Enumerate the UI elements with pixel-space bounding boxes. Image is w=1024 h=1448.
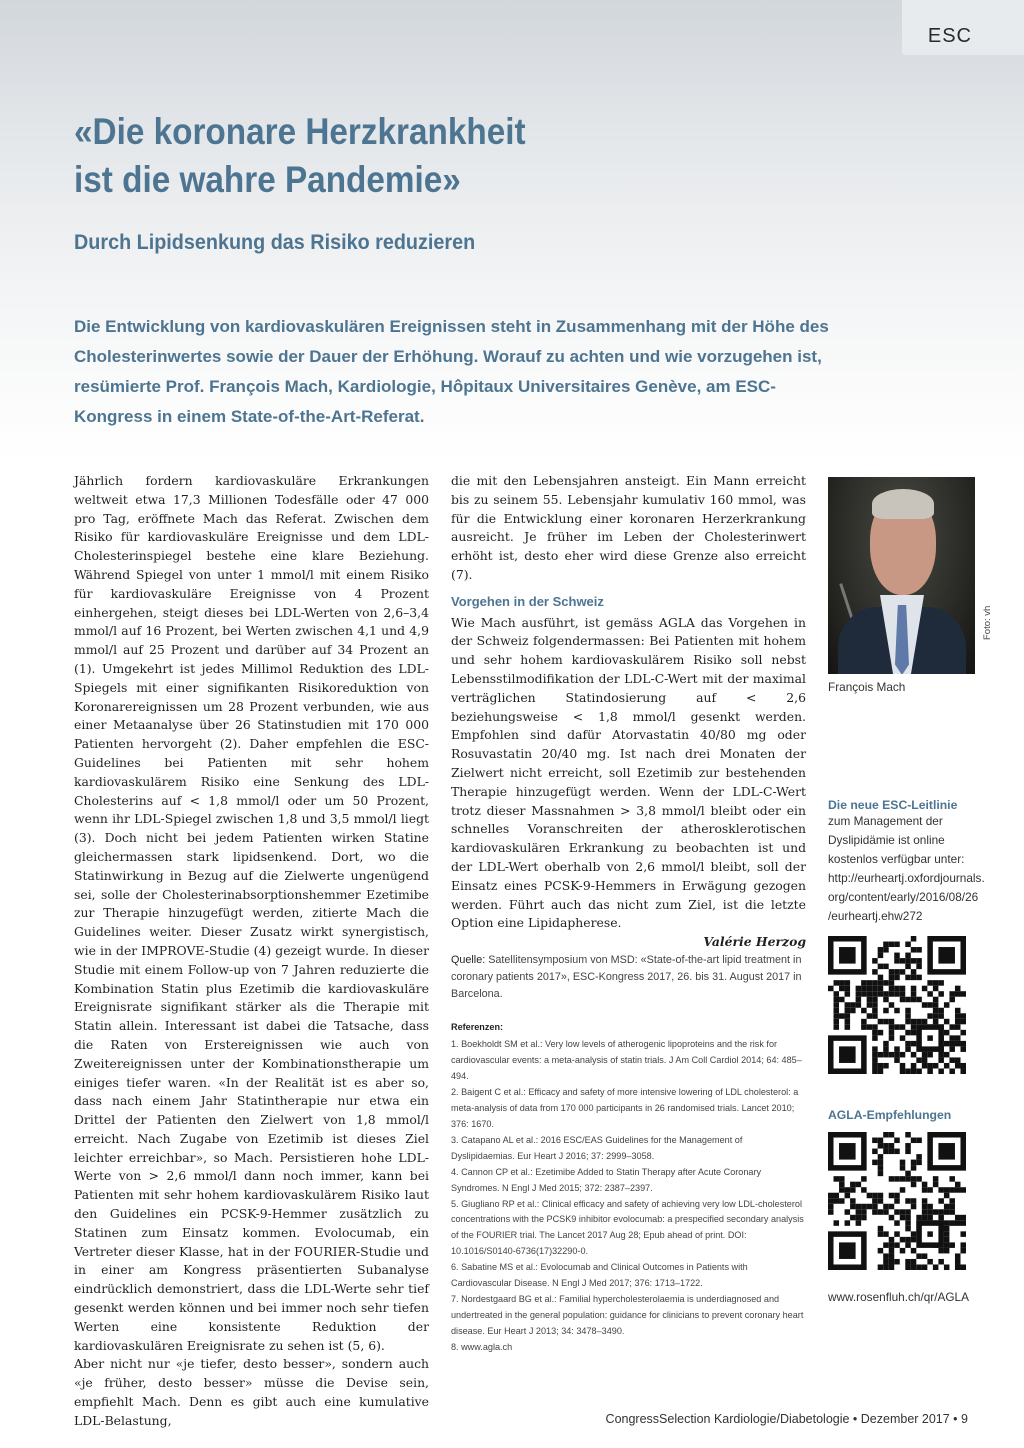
guideline-box-title: Die neue ESC-Leitlinie: [828, 798, 958, 812]
sidebar: [828, 477, 988, 1307]
qr-code-icon[interactable]: [828, 936, 966, 1074]
references: [451, 1020, 806, 1356]
guideline-link[interactable]: http://eurheartj.oxfordjournals. org/content/early/2016/08/26 /eurheartj.ehw272: [828, 871, 985, 923]
references-heading: Referenzen:: [451, 1021, 504, 1032]
agla-link[interactable]: www.rosenfluh.ch/qr/AGLA: [828, 1290, 969, 1304]
portrait-photo: [828, 477, 975, 674]
qr-code-icon[interactable]: [828, 1132, 966, 1270]
reference-item: 4. Cannon CP et al.: Ezetimibe Added to Statin Therapy after Acute Coronary Syndromes. N Engl J Med 2015; 372: 2387–2397.: [451, 1166, 762, 1193]
source-note: [451, 952, 806, 1004]
reference-item: 7. Nordestgaard BG et al.: Familial hypercholesterolaemia is underdiagnosed and undertreated in the general population: guidance for clinicians to prevent coronary heart disease. Eur Heart J 2013; 34: 3478–3490.: [451, 1293, 804, 1336]
photo-caption: François Mach: [828, 680, 906, 694]
reference-item[interactable]: 8. www.agla.ch: [451, 1341, 513, 1352]
author-byline: Valérie Herzog: [703, 934, 806, 950]
headline-line-1: «Die koronare Herzkrankheit: [74, 111, 526, 152]
reference-item: 5. Giugliano RP et al.: Clinical efficacy and safety of achieving very low LDL-cholesterol concentrations with the PCSK9 inhibitor evolocumab: a prespecified secondary analysis of the FOURIER trial. The Lancet 2017 Aug 28; Epub ahead of print. DOI: 10.1016/S0140-6736(17)32290-0.: [451, 1198, 804, 1257]
photo-credit: Foto: vh: [982, 605, 993, 640]
reference-item: 6. Sabatine MS et al.: Evolocumab and Clinical Outcomes in Patients with Cardiovascular Disease. N Engl J Med 2017; 376: 1713–1722.: [451, 1262, 748, 1289]
paragraph: Wie Mach ausführt, ist gemäss AGLA das Vorgehen in der Schweiz folgendermassen: Bei Patienten mit hohem und sehr hohem kardiovaskulärem Risiko soll nebst Lebensstilmodifikation der LDL-C-Wert mit der maximal verträglichen Statindosierung auf < 2,6 beziehungsweise < 1,8 mmol/l gesenkt werden. Empfohlen sind dafür Atorvastatin 40/80 mg oder Rosuvastatin 20/40 mg. Ist nach drei Monaten der Zielwert nicht erreicht, soll Ezetimib zur bestehenden Therapie hinzugefügt werden. Wenn der LDL-C-Wert trotz dieser Massnahmen > 3,8 mmol/l bleibt oder ein schnelles Voranschreiten der atherosklerotischen kardiovaskulären Erkrankung zu beobachten ist und der LDL-Wert oberhalb von 2,6 mmol/l bleibt, soll der Einsatz eines PCSK-9-Hemmers in Erwägung gezogen werden. Führt auch das nicht zum Ziel, ist die letzte Option eine Lipidapherese.: [451, 614, 806, 931]
headline-line-2: ist die wahre Pandemie»: [74, 159, 461, 200]
paragraph: die mit den Lebensjahren ansteigt. Ein Mann erreicht bis zu seinem 55. Lebensjahr kumulativ 160 mmol, was für die Entwicklung einer koronaren Herzerkrankung ausreicht. Je früher im Leben der Cholesterinwert erhöht ist, desto eher wird diese Grenze also erreicht (7).: [451, 473, 806, 582]
body-column-1: [74, 472, 429, 1431]
hair: [872, 489, 934, 519]
page-footer: CongressSelection Kardiologie/Diabetologie • Dezember 2017 • 9: [605, 1412, 968, 1426]
article-lead: Die Entwicklung von kardiovaskulären Ereignissen steht in Zusammenhang mit der Höhe des Cholesterinwertes sowie der Dauer der Erhöhung. Worauf zu achten und wie vorzugehen ist, resümierte Prof. François Mach, Kardiologie, Hôpitaux Universitaires Genève, am ESC-Kongress in einem State-of-the-Art-Referat.: [74, 317, 829, 426]
article-subheadline: Durch Lipidsenkung das Risiko reduzieren: [74, 230, 476, 254]
guideline-box-line: zum Management der: [828, 814, 943, 828]
guideline-box-text: [828, 812, 988, 926]
section-subheading: Vorgehen in der Schweiz: [451, 593, 604, 609]
reference-item: 1. Boekholdt SM et al.: Very low levels of atherogenic lipoproteins and the risk for cardiovascular events: a meta-analysis of statin trials. J Am Coll Cardiol 2014; 64: 485–494.: [451, 1039, 802, 1082]
article-headline: [74, 108, 650, 204]
body-column-2: [451, 472, 806, 1356]
guideline-box-line: Dyslipidämie ist online: [828, 833, 945, 847]
paragraph: Aber nicht nur «je tiefer, desto besser», sondern auch «je früher, desto besser» müsse die Devise sein, empfiehlt Mach. Denn es gibt auch eine kumulative LDL-Belastung,: [74, 1356, 429, 1428]
agla-box-title: AGLA-Empfehlungen: [828, 1108, 952, 1122]
section-tab: ESC: [902, 0, 1024, 55]
reference-item: 2. Baigent C et al.: Efficacy and safety of more intensive lowering of LDL cholesterol: a meta-analysis of data from 170 000 participants in 26 randomised trials. Lancet 2010; 376: 1670.: [451, 1087, 799, 1129]
guideline-box-line: kostenlos verfügbar unter:: [828, 852, 965, 866]
source-text: Satellitensymposium von MSD: «State-of-the-art lipid treatment in coronary patients 2017», ESC-Kongress 2017, 26. bis 31. August 2017 in Barcelona.: [451, 953, 802, 1001]
references-list: [451, 1037, 806, 1355]
source-label: Quelle:: [451, 953, 486, 966]
reference-item: 3. Catapano AL et al.: 2016 ESC/EAS Guidelines for the Management of Dyslipidaemias. Eur Heart J 2016; 37: 2999–3058.: [451, 1134, 743, 1161]
paragraph: Jährlich fordern kardiovaskuläre Erkrankungen weltweit etwa 17,3 Millionen Todesfälle oder 47 000 pro Tag, eröffnete Mach das Referat. Zwischen dem Risiko für kardiovaskuläre Ereignisse und dem LDL-Cholesterinspiegel bestehe eine klare Beziehung. Während Spiegel von unter 1 mmol/l mit einem Risiko für kardiovaskuläre Ereignisse von 4 Prozent einhergehen, steigt dieses bei LDL-Werten von 2,6–3,4 mmol/l auf 16 Prozent, bei Werten zwischen 4,1 und 4,9 mmol/l auf 25 Prozent und darüber auf 34 Prozent an (1). Umgekehrt ist jedes Millimol Reduktion des LDL-Spiegels mit einer signifikanten Risikoreduktion von Koronarereignissen um 28 Prozent verbunden, wie aus einer Metaanalyse über 26 Statinstudien mit 170 000 Patienten hervorgeht (2). Daher empfehlen die ESC-Guidelines bei Patienten mit sehr hohem kardiovaskulärem Risiko eine Senkung des LDL-Cholesterins auf < 1,8 mmol/l oder um 50 Prozent, wenn ihr LDL-Spiegel zwischen 1,8 und 3,5 mmol/l liegt (3). Doch nicht bei jedem Patienten wirken Statine gleichermassen stark lipidsenkend. Dort, wo die Statinwirkung in Bezug auf die Zielwerte ungenügend sei, solle der Cholesterinabsorptionshemmer Ezetimibe zur Therapie hinzugefügt werden, zitierte Mach die Guidelines weiter. Dieser Zusatz wirkt synergistisch, wie in der IMPROVE-Studie (4) gezeigt wurde. In dieser Studie mit einem Follow-up von 7 Jahren reduzierte die Kombination Statin plus Ezetimib die kardiovaskuläre Ereignisrate signifikant stärker als die Therapie mit Statin allein. Interessant ist dabei die Tatsache, dass die Raten von Erstereignissen wie auch von Zweitereignissen unter der Kombinationstherapie um einiges tiefer waren. «In der Realität ist es aber so, dass nach einem Jahr Statintherapie nur etwa ein Drittel der Patienten den Zielwert von 1,8 mmol/l erreicht. Nach Zugabe von Ezetimib ist dieses Ziel leichter erreichbar», so Mach. Persistieren hohe LDL-Werte von > 2,6 mmol/l dann noch immer, kann bei Patienten mit sehr hohem kardiovaskulärem Risiko laut den Guidelines ein PCSK-9-Hemmer zusätzlich zu Statinen zum Einsatz kommen. Evolocumab, ein Vertreter dieser Klasse, hat in der FOURIER-Studie und in einer am Kongress präsentierten Subanalyse eindrücklich demonstriert, dass die LDL-Werte sehr tief gesenkt werden können und bei immer noch sehr tiefen Werten eine konsistente Reduktion der kardiovaskulären Ereignisrate zu sehen ist (5, 6).: [74, 473, 429, 1353]
